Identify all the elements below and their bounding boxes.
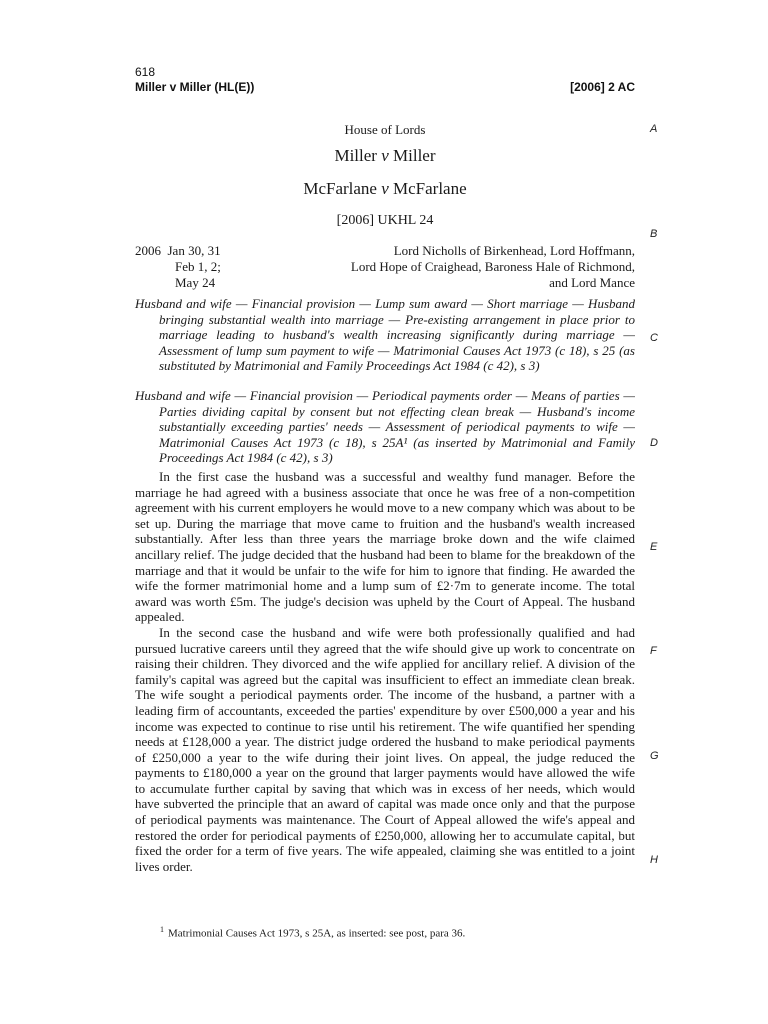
hearing-date-line: 2006 Jan 30, 31	[135, 243, 221, 258]
running-header	[135, 65, 635, 95]
case-one-versus: v	[381, 146, 389, 165]
judges-line: Lord Hope of Craighead, Baroness Hale of Richmond,	[350, 259, 635, 274]
case-title-two	[135, 179, 635, 199]
judges-line: Lord Nicholls of Birkenhead, Lord Hoffmann,	[393, 243, 635, 258]
footnote-marker: 1	[160, 925, 164, 934]
footnote	[160, 925, 640, 940]
running-title: Miller v Miller (HL(E))	[135, 80, 255, 94]
hearing-date-line: May 24	[175, 275, 216, 290]
headnote	[135, 469, 635, 874]
margin-letter-e: E	[650, 541, 658, 553]
case-one-party-b: Miller	[393, 146, 436, 165]
case-two-party-a: McFarlane	[303, 179, 377, 198]
headnote-paragraph: In the second case the husband and wife were both professionally qualified and had pursued lucrative careers until they agreed that the wife should give up work to concentrate on raising their children. They divorced and the wife applied for ancillary relief. A division of the family's capital was agreed but the capital was insufficient to effect an immediate clean break. The wife sought a periodical payments order. The income of the husband, a partner with a leading firm of accountants, exceeded the parties' expenditure by over £500,000 a year and his income was expected to continue to rise until his retirement. The wife quantified her spending needs at £128,000 a year. The district judge ordered the husband to make periodical payments of £250,000 a year to the wife during their joint lives. On appeal, the judge reduced the payments to £180,000 a year on the ground that larger payments would have allowed the wife to accumulate further capital by saving that which was in excess of her needs, which would have subverted the principle that an award of capital was made once only and that the purpose of periodical payments was maintenance. The Court of Appeal allowed the wife's appeal and restored the order for periodical payments of £250,000, allowing her to accumulate capital, but fixed the order for a term of five years. The wife appealed, claiming she was entitled to a joint lives order.	[135, 624, 635, 874]
footnote-text: Matrimonial Causes Act 1973, s 25A, as inserted: see post, para 36.	[168, 927, 466, 940]
judges-line: and Lord Mance	[549, 275, 635, 290]
case-one-party-a: Miller	[334, 146, 377, 165]
catchwords-first: Husband and wife — Financial provision — Lump sum award — Short marriage — Husband bringing substantial wealth into marriage — Pre-existing arrangement in place prior to marriage leading to husband's wealth increasing significantly during marriage — Assessment of lump sum payment to wife — Matrimonial Causes Act 1973 (c 18), s 25 (as substituted by Matrimonial and Family Proceedings Act 1984 (c 42), s 3)	[135, 296, 635, 373]
margin-letter-c: C	[650, 332, 658, 344]
margin-letter-a: A	[650, 123, 658, 135]
hearing-date-line: Feb 1, 2;	[175, 259, 221, 274]
margin-letter-b: B	[650, 228, 658, 240]
margin-letter-h: H	[650, 854, 658, 866]
neutral-citation: [2006] UKHL 24	[336, 213, 434, 228]
catchwords-second: Husband and wife — Financial provision — Periodical payments order — Means of parties — Parties dividing capital by consent but not effecting clean break — Husband's income substantially exceeding parties' needs — Assessment of periodical payments to wife — Matrimonial Causes Act 1973 (c 18), s 25A¹ (as inserted by Matrimonial and Family Proceedings Act 1984 (c 42), s 3)	[135, 388, 635, 465]
margin-letter-g: G	[650, 750, 659, 762]
headnote-paragraph: In the first case the husband was a successful and wealthy fund manager. Before the marriage he had agreed with a business associate that once he was free of a non-competition agreement with his current employers he would move to a new company which was about to be set up. During the marriage that move came to fruition and the husband's wealth increased substantially. After less than three years the marriage broke down and the wife claimed ancillary relief. The judge decided that the husband had been to blame for the breakdown of the marriage and that it would be unfair to the wife for him to ignore that finding. He awarded the wife the former matrimonial home and a lump sum of £2·7m to generate income. The total award was worth £5m. The judge's decision was upheld by the Court of Appeal. The husband appealed.	[135, 469, 635, 625]
margin-letter-d: D	[650, 437, 658, 449]
case-title-one	[135, 146, 635, 166]
case-two-versus: v	[381, 179, 389, 198]
margin-letter-f: F	[650, 645, 657, 657]
page-number: 618	[135, 65, 156, 79]
judges-list	[295, 243, 635, 291]
hearing-dates	[135, 243, 295, 291]
court-name: House of Lords	[344, 122, 426, 137]
case-two-party-b: McFarlane	[393, 179, 467, 198]
report-citation: [2006] 2 AC	[570, 80, 635, 94]
